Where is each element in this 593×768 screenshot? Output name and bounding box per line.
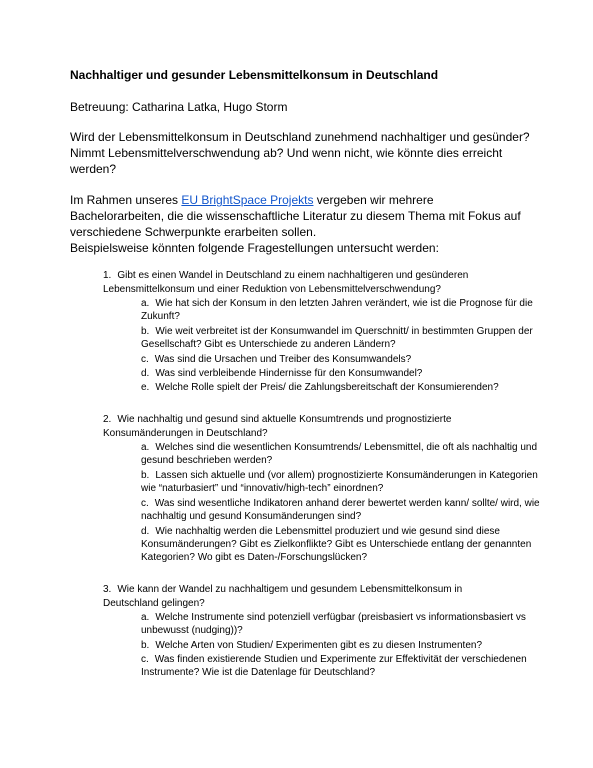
list-item <box>141 353 541 366</box>
context-paragraph <box>70 192 530 256</box>
item-letter: a. <box>141 612 150 623</box>
list-item <box>141 325 541 351</box>
item-text: Was sind die Ursachen und Treiber des Konsumwandels? <box>154 354 412 365</box>
item-text: Was sind verbleibende Hindernisse für den Konsumwandel? <box>155 368 423 379</box>
item-text: Was sind wesentliche Indikatoren anhand derer bewertet werden kann/ sollte/ wird, wie nachhaltig und gesund Konsumänderungen sind? <box>141 498 540 522</box>
item-letter: b. <box>141 470 150 481</box>
item-text: Was finden existierende Studien und Experimente zur Effektivität der verschiedenen Instrumente? Wie ist die Datenlage für Deutschland? <box>141 654 527 678</box>
context-text-after: vergeben wir mehrere Bachelorarbeiten, die die wissenschaftliche Literatur zu diesem Thema mit Fokus auf verschiedene Schwerpunkte erarbeiten sollen. <box>70 193 521 239</box>
item-letter: c. <box>141 654 149 665</box>
item-letter: c. <box>141 498 149 509</box>
item-letter: a. <box>141 298 150 309</box>
item-text: Wie hat sich der Konsum in den letzten Jahren verändert, wie ist die Prognose für die Zukunft? <box>141 298 533 322</box>
item-letter: e. <box>141 382 150 393</box>
item-text: Welches sind die wesentlichen Konsumtrends/ Lebensmittel, die oft als nachhaltig und gesund beschrieben werden? <box>141 442 538 466</box>
item-text: Lassen sich aktuelle und (vor allem) prognostizierte Konsumänderungen in Kategorien wie “naturbasiert” und “innovativ/high-tech” einordnen? <box>141 470 538 494</box>
item-letter: d. <box>141 368 150 379</box>
brightspace-project-link[interactable]: EU BrightSpace Projekts <box>181 193 314 207</box>
question-2-line2: Konsumänderungen in Deutschland? <box>103 428 268 439</box>
question-1 <box>103 269 543 282</box>
item-text: Welche Arten von Studien/ Experimenten gibt es zu diesen Instrumenten? <box>155 640 483 651</box>
context-lead: Beispielsweise könnten folgende Fragestellungen untersucht werden: <box>70 241 439 255</box>
list-item <box>141 441 541 467</box>
question-text: Wie nachhaltig und gesund sind aktuelle Konsumtrends und prognostizierte <box>117 414 452 425</box>
question-3 <box>103 583 543 596</box>
list-item <box>141 611 541 637</box>
item-letter: b. <box>141 326 150 337</box>
item-text: Welche Instrumente sind potenziell verfügbar (preisbasiert vs informationsbasiert vs unbewusst (nudging))? <box>141 612 526 636</box>
list-item <box>141 525 541 564</box>
supervision-line: Betreuung: Catharina Latka, Hugo Storm <box>70 100 288 114</box>
document-title: Nachhaltiger und gesunder Lebensmittelkonsum in Deutschland <box>70 68 439 82</box>
list-item <box>141 653 541 679</box>
question-3-line2: Deutschland gelingen? <box>103 598 205 609</box>
list-item <box>141 381 541 394</box>
item-text: Welche Rolle spielt der Preis/ die Zahlungsbereitschaft der Konsumierenden? <box>155 382 499 393</box>
item-letter: d. <box>141 526 150 537</box>
question-text: Gibt es einen Wandel in Deutschland zu einem nachhaltigeren und gesünderen <box>117 270 469 281</box>
list-item <box>141 469 541 495</box>
item-text: Wie weit verbreitet ist der Konsumwandel im Querschnitt/ in bestimmten Gruppen der Gesellschaft? Gibt es Unterschiede zu anderen Ländern? <box>141 326 533 350</box>
question-number: 3. <box>103 584 112 595</box>
list-item <box>141 497 541 523</box>
question-1-line2: Lebensmittelkonsum und einer Reduktion von Lebensmittelverschwendung? <box>103 284 441 295</box>
item-letter: c. <box>141 354 149 365</box>
list-item <box>141 639 541 652</box>
list-item <box>141 297 541 323</box>
item-text: Wie nachhaltig werden die Lebensmittel produziert und wie gesund sind diese Konsumänderungen? Gibt es Zielkonflikte? Gibt es Unterschiede entlang der genannten Kategorien? Wo gibt es Daten-/Forschungslücken? <box>141 526 532 563</box>
context-text-before: Im Rahmen unseres <box>70 193 182 207</box>
question-number: 1. <box>103 270 112 281</box>
item-letter: a. <box>141 442 150 453</box>
item-letter: b. <box>141 640 150 651</box>
list-item <box>141 367 541 380</box>
question-text: Wie kann der Wandel zu nachhaltigem und gesundem Lebensmittelkonsum in <box>117 584 463 595</box>
question-number: 2. <box>103 414 112 425</box>
question-2 <box>103 413 543 426</box>
intro-paragraph: Wird der Lebensmittelkonsum in Deutschland zunehmend nachhaltiger und gesünder? Nimmt Lebensmittelverschwendung ab? Und wenn nicht, wie könnte dies erreicht werden? <box>70 130 530 176</box>
